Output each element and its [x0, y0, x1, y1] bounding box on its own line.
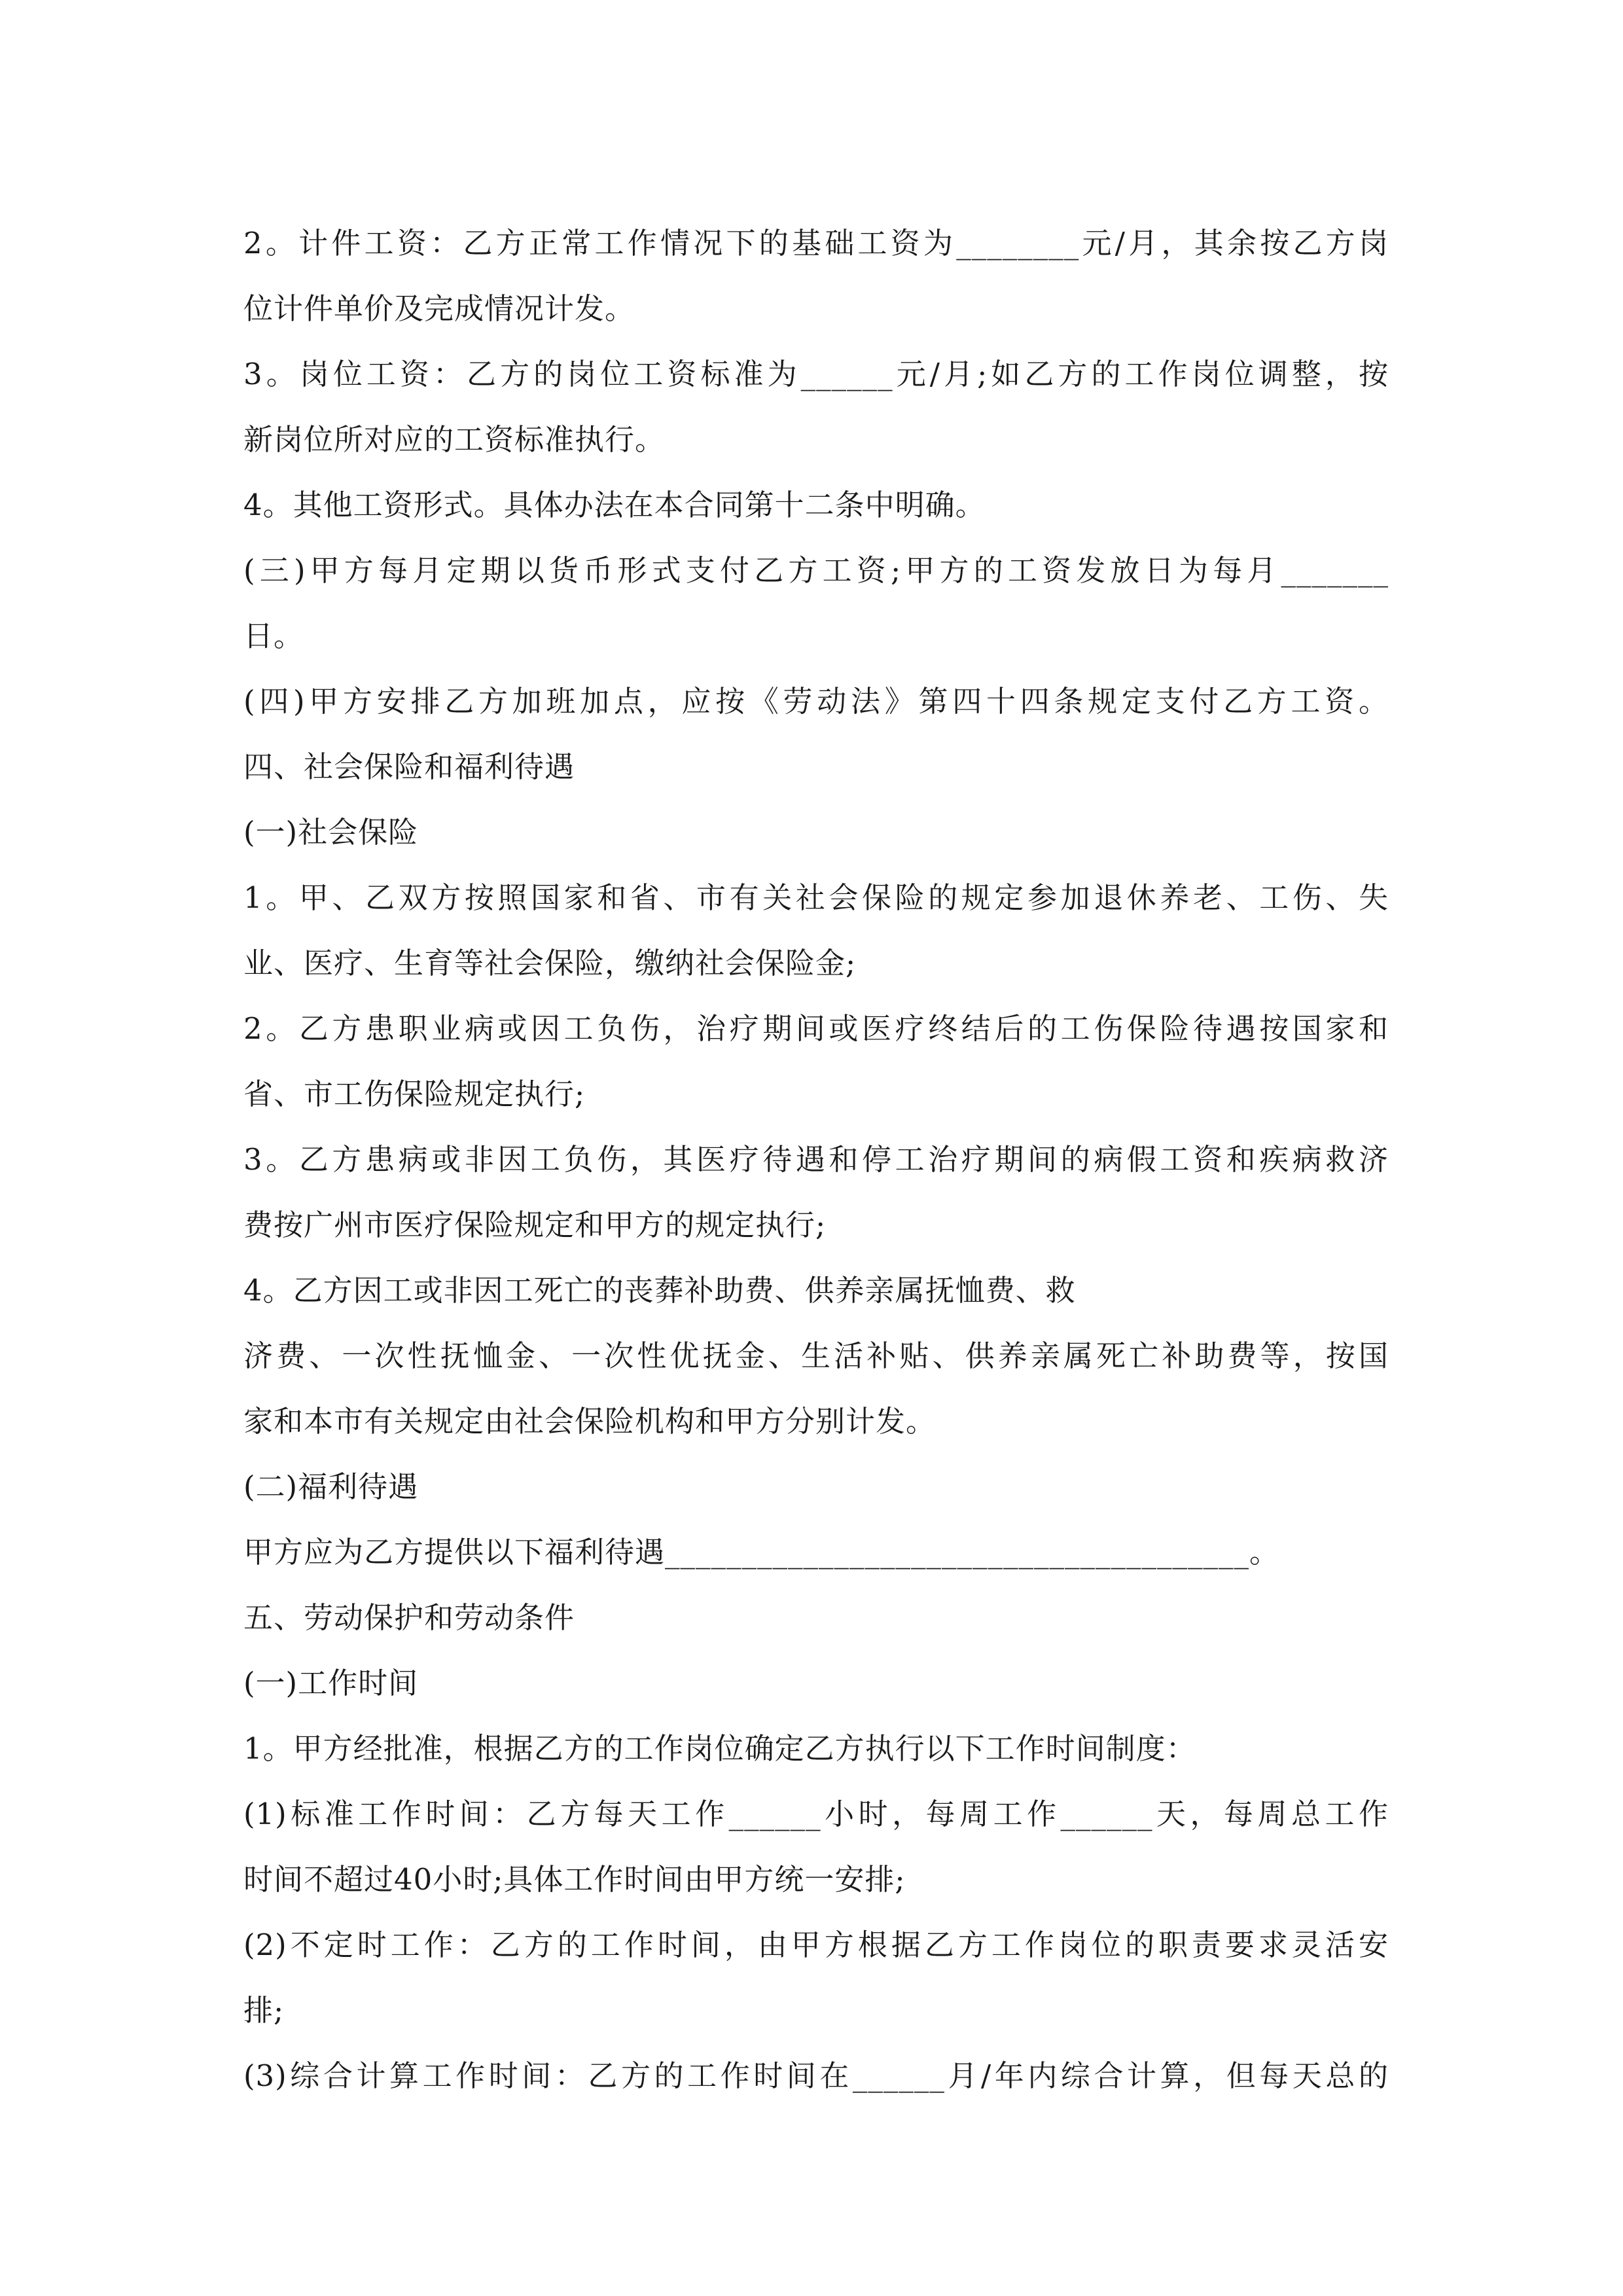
text-line: 费按广州市医疗保险规定和甲方的规定执行;: [243, 1208, 827, 1242]
text-line: (三)甲方每月定期以货币形式支付乙方工资;甲方的工资发放日为每月_______: [243, 553, 1389, 588]
text-line: 省、市工伤保险规定执行;: [243, 1077, 586, 1111]
text-line: (二)福利待遇: [243, 1469, 419, 1504]
text-line: 甲方应为乙方提供以下福利待遇______________________________________。: [243, 1535, 1280, 1570]
text-line: 业、医疗、生育等社会保险，缴纳社会保险金;: [243, 946, 857, 980]
text-line: 四、社会保险和福利待遇: [243, 749, 575, 784]
text-line: 4。其他工资形式。具体办法在本合同第十二条中明确。: [243, 488, 986, 522]
text-line: 1。甲、乙双方按照国家和省、市有关社会保险的规定参加退休养老、工伤、失: [243, 880, 1389, 915]
text-line: (2)不定时工作：乙方的工作时间，由甲方根据乙方工作岗位的职责要求灵活安: [243, 1928, 1389, 1962]
text-line: 日。: [243, 619, 304, 653]
text-line: (四)甲方安排乙方加班加点，应按《劳动法》第四十四条规定支付乙方工资。: [243, 684, 1389, 719]
text-line: 济费、一次性抚恤金、一次性优抚金、生活补贴、供养亲属死亡补助费等，按国: [243, 1338, 1389, 1373]
text-line: 五、劳动保护和劳动条件: [243, 1600, 575, 1635]
text-line: 时间不超过40小时;具体工作时间由甲方统一安排;: [243, 1862, 906, 1897]
text-line: (1)标准工作时间：乙方每天工作______小时，每周工作______天，每周总工作: [243, 1797, 1389, 1831]
text-line: 1。甲方经批准，根据乙方的工作岗位确定乙方执行以下工作时间制度：: [243, 1731, 1196, 1766]
text-line: (一)社会保险: [243, 815, 419, 850]
text-line: (一)工作时间: [243, 1666, 419, 1700]
text-line: 排;: [243, 1993, 285, 2028]
text-line: 2。乙方患职业病或因工负伤，治疗期间或医疗终结后的工伤保险待遇按国家和: [243, 1011, 1389, 1046]
document-page: [243, 211, 1389, 2109]
text-line: 2。计件工资：乙方正常工作情况下的基础工资为________元/月，其余按乙方岗: [243, 226, 1389, 260]
text-line: 3。岗位工资：乙方的岗位工资标准为______元/月;如乙方的工作岗位调整，按: [243, 357, 1389, 391]
text-line: (3)综合计算工作时间：乙方的工作时间在______月/年内综合计算，但每天总的: [243, 2058, 1389, 2093]
text-line: 3。乙方患病或非因工负伤，其医疗待遇和停工治疗期间的病假工资和疾病救济: [243, 1142, 1389, 1177]
text-line: 位计件单价及完成情况计发。: [243, 291, 635, 326]
text-line: 新岗位所对应的工资标准执行。: [243, 422, 666, 457]
text-line: 4。乙方因工或非因工死亡的丧葬补助费、供养亲属抚恤费、救: [243, 1273, 1076, 1308]
text-line: 家和本市有关规定由社会保险机构和甲方分别计发。: [243, 1404, 936, 1439]
